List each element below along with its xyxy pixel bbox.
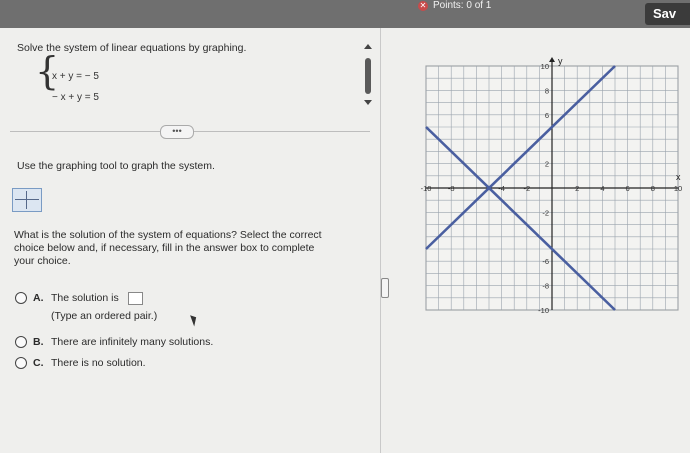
y-tick-label: -8 [542,281,549,291]
x-tick-label: -8 [447,184,455,193]
y-tick-label: 10 [540,62,549,71]
x-tick-label: 2 [575,184,580,193]
choice-c-letter: C. [33,357,44,369]
x-tick-label: -2 [523,184,531,193]
panel-resize-handle[interactable] [381,278,389,298]
question-line-2: choice below and, if necessary, fill in the answer box to complete [14,242,315,254]
choice-b-radio[interactable] [15,336,27,348]
system-brace: { [35,49,60,93]
choice-c-text: There is no solution. [51,357,146,369]
points-indicator [418,0,491,11]
x-axis-label: x [676,172,681,182]
question-prompt: Solve the system of linear equations by graphing. [17,42,247,54]
y-tick-label: -10 [538,306,549,315]
points-text: Points: 0 of 1 [433,0,492,11]
y-axis-arrow-icon [549,57,555,62]
question-line-1: What is the solution of the system of equations? Select the correct [14,229,322,241]
x-tick-label: -10 [420,184,432,193]
y-axis-label: y [558,56,563,66]
coordinate-graph[interactable] [418,50,686,318]
choice-a-letter: A. [33,292,44,304]
x-circle-icon: ✕ [419,0,427,10]
equation-1: x + y = − 5 [52,71,99,82]
graph-instruction: Use the graphing tool to graph the system. [17,160,215,172]
x-tick-label: 10 [673,184,683,193]
scrollbar-thumb[interactable] [365,58,371,94]
choice-a-radio[interactable] [15,292,27,304]
save-button[interactable]: Sav [645,3,690,25]
y-tick-label: 8 [544,86,549,96]
more-button[interactable]: ••• [160,125,194,139]
y-tick-label: -6 [542,257,549,267]
x-tick-label: 8 [650,184,655,193]
y-tick-label: 2 [544,159,549,169]
equation-2: − x + y = 5 [52,92,99,103]
scroll-down-arrow[interactable] [364,100,372,105]
x-tick-label: 4 [600,184,605,193]
choice-c-radio[interactable] [15,357,27,369]
choice-a-hint: (Type an ordered pair.) [51,310,158,322]
x-tick-label: -4 [498,184,505,193]
choice-a-text: The solution is [51,292,119,304]
top-bar [0,0,690,28]
choice-b-letter: B. [33,336,44,348]
y-tick-label: 6 [544,110,549,120]
y-tick-label: -2 [542,208,549,218]
x-tick-label: 6 [625,184,630,193]
graphing-tool-icon[interactable] [12,188,42,212]
answer-input-box[interactable] [128,292,143,305]
question-line-3: your choice. [14,255,71,267]
choice-b-text: There are infinitely many solutions. [51,336,214,348]
panel-divider [380,28,381,453]
scroll-up-arrow[interactable] [364,44,372,49]
